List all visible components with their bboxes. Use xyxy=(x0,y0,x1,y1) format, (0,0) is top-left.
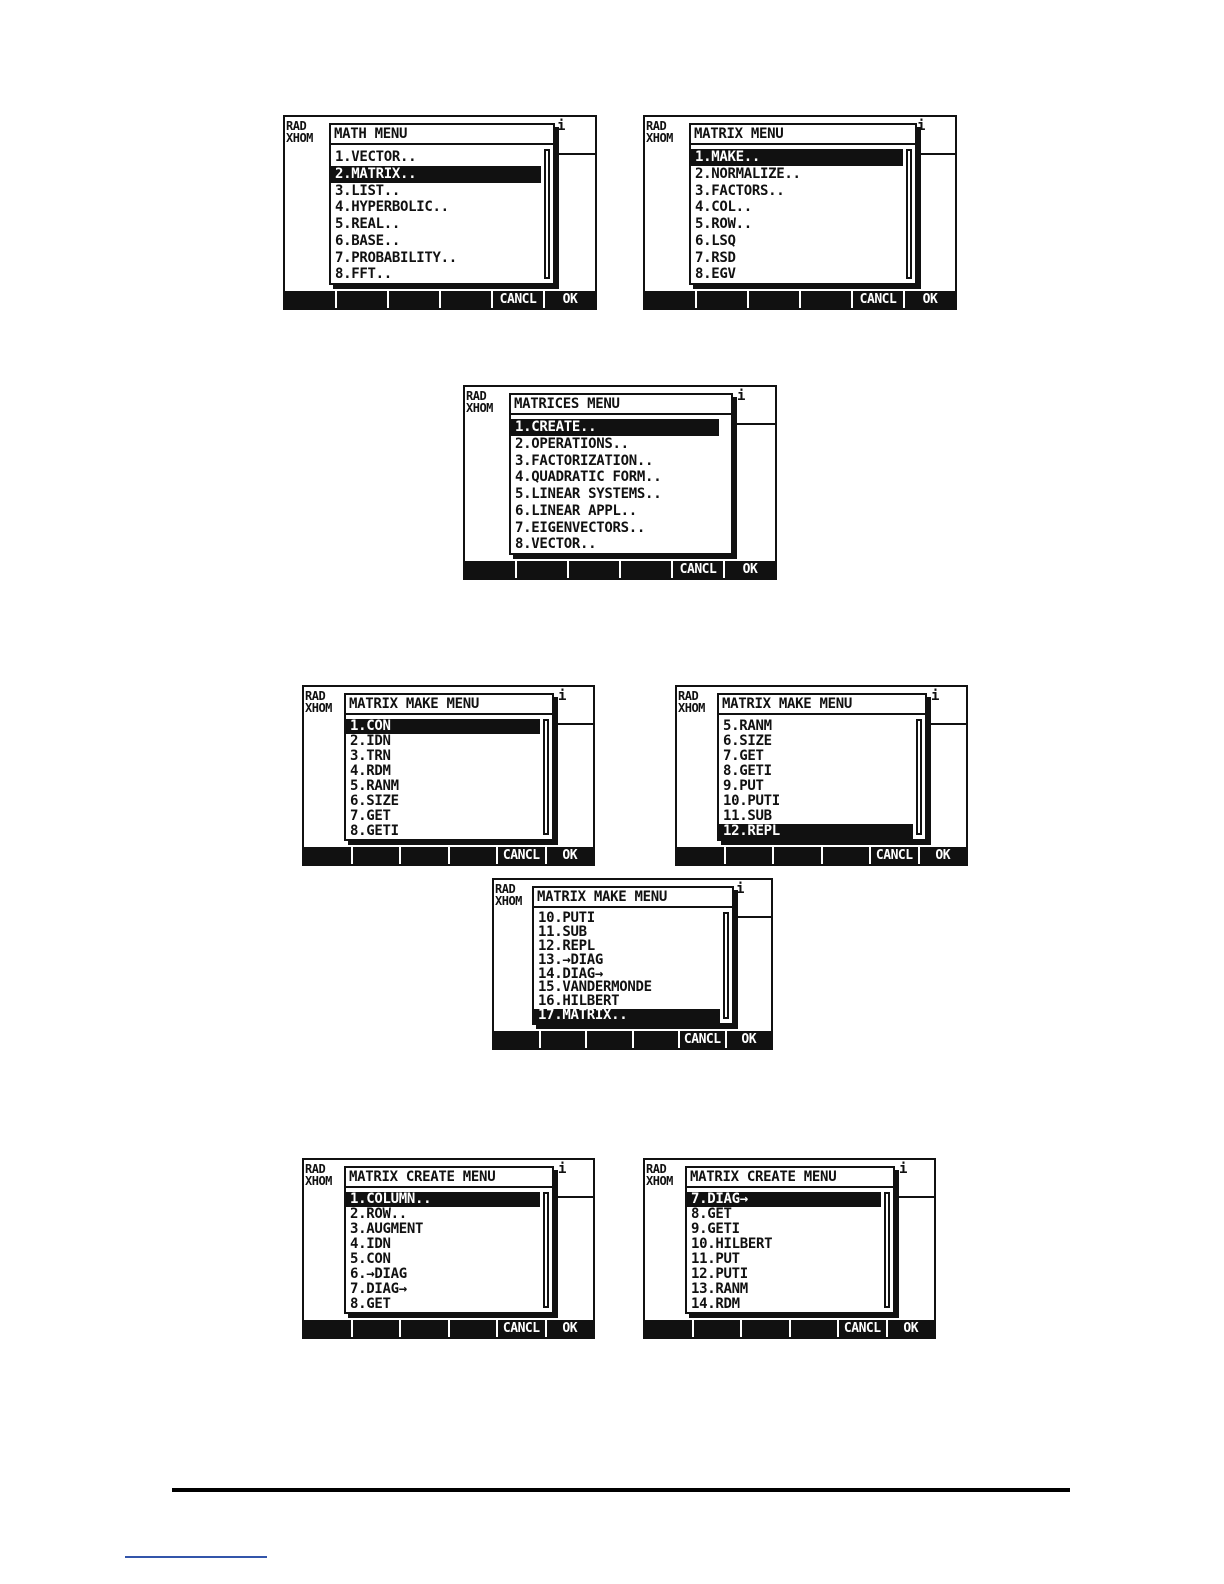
scrollbar[interactable] xyxy=(916,719,922,835)
menu-item[interactable]: 5.REAL.. xyxy=(335,216,401,232)
softkey-ok[interactable]: OK xyxy=(545,1320,594,1337)
scrollbar[interactable] xyxy=(543,719,549,835)
menu-list xyxy=(719,719,913,839)
mode-label: XHOM xyxy=(646,1174,673,1188)
softkey-blank-2[interactable] xyxy=(692,1320,741,1337)
softkey-cancl[interactable]: CANCL xyxy=(837,1320,886,1337)
calculator-screen-matrix-create-1 xyxy=(302,1158,595,1339)
menu-item[interactable]: 4.QUADRATIC FORM.. xyxy=(515,469,662,486)
softkey-blank-2[interactable] xyxy=(515,561,567,578)
softkey-blank-3[interactable] xyxy=(772,847,821,864)
menu-item[interactable]: 2.ROW.. xyxy=(350,1206,407,1222)
softkey-blank-1[interactable] xyxy=(645,1320,692,1337)
mode-label: RAD xyxy=(466,389,487,403)
menu-item[interactable]: 8.GETI xyxy=(723,763,772,779)
scrollbar[interactable] xyxy=(723,912,729,1019)
menu-item[interactable]: 12.PUTI xyxy=(691,1266,748,1282)
softkey-blank-1[interactable] xyxy=(465,561,515,578)
info-icon: i xyxy=(557,118,566,134)
softkey-blank-4[interactable] xyxy=(619,561,671,578)
softkey-blank-3[interactable] xyxy=(399,847,448,864)
softkey-blank-3[interactable] xyxy=(747,291,799,308)
mode-indicator xyxy=(305,690,332,714)
menu-item[interactable]: 1.MAKE.. xyxy=(691,149,903,166)
menu-item[interactable]: 7.DIAG→ xyxy=(687,1192,881,1207)
menu-item[interactable]: 7.EIGENVECTORS.. xyxy=(515,519,646,536)
stack-divider xyxy=(556,1196,593,1198)
softkey-cancl[interactable]: CANCL xyxy=(671,561,723,578)
mode-label: XHOM xyxy=(678,701,705,715)
softkey-blank-4[interactable] xyxy=(448,847,497,864)
menu-item[interactable]: 4.COL.. xyxy=(695,199,752,216)
softkey-blank-3[interactable] xyxy=(740,1320,789,1337)
softkey-blank-4[interactable] xyxy=(448,1320,497,1337)
softkey-ok[interactable]: OK xyxy=(543,291,595,308)
menu-item[interactable]: 9.PUT xyxy=(723,778,764,794)
softkey-bar xyxy=(494,1031,771,1048)
scrollbar[interactable] xyxy=(906,149,912,279)
softkey-blank-1[interactable] xyxy=(677,847,724,864)
menu-item[interactable]: 8.VECTOR.. xyxy=(515,536,597,553)
mode-indicator xyxy=(495,883,522,907)
softkey-bar xyxy=(645,1320,934,1337)
choose-dialog[interactable] xyxy=(689,123,917,285)
info-icon: i xyxy=(899,1161,908,1177)
menu-item[interactable]: 12.REPL xyxy=(538,937,595,954)
stack-divider xyxy=(555,153,595,155)
menu-item[interactable]: 7.DIAG→ xyxy=(350,1281,407,1297)
softkey-ok[interactable]: OK xyxy=(903,291,955,308)
calculator-screen-matrix-make-2 xyxy=(675,685,968,866)
menu-item[interactable]: 3.LIST.. xyxy=(335,182,401,199)
menu-list xyxy=(346,719,540,839)
softkey-blank-4[interactable] xyxy=(799,291,851,308)
calculator-screen-matrix-menu xyxy=(643,115,957,310)
dialog-title: MATRIX MAKE MENU xyxy=(719,695,925,715)
menu-item[interactable]: 12.REPL xyxy=(719,824,913,839)
menu-item[interactable]: 5.RANM xyxy=(350,778,399,794)
mode-label: RAD xyxy=(305,1162,326,1176)
menu-item[interactable]: 14.RDM xyxy=(691,1296,740,1312)
mode-indicator xyxy=(286,120,313,144)
choose-dialog[interactable] xyxy=(532,886,734,1025)
softkey-blank-1[interactable] xyxy=(304,847,351,864)
softkey-ok[interactable]: OK xyxy=(886,1320,935,1337)
stack-divider xyxy=(734,916,771,918)
softkey-ok[interactable]: OK xyxy=(545,847,594,864)
dialog-title: MATRIX MENU xyxy=(691,125,915,145)
softkey-blank-2[interactable] xyxy=(351,1320,400,1337)
softkey-bar xyxy=(304,847,593,864)
mode-label: RAD xyxy=(646,1162,667,1176)
mode-label: RAD xyxy=(646,119,667,133)
choose-dialog[interactable] xyxy=(685,1166,895,1314)
menu-item[interactable]: 3.FACTORS.. xyxy=(695,182,785,199)
softkey-blank-3[interactable] xyxy=(567,561,619,578)
softkey-blank-1[interactable] xyxy=(494,1031,539,1048)
menu-item[interactable]: 15.VANDERMONDE xyxy=(538,979,652,996)
stack-divider xyxy=(556,723,593,725)
scrollbar[interactable] xyxy=(543,1192,549,1308)
softkey-blank-2[interactable] xyxy=(539,1031,586,1048)
softkey-bar xyxy=(285,291,595,308)
menu-item[interactable]: 4.IDN xyxy=(350,1236,391,1252)
softkey-blank-2[interactable] xyxy=(724,847,773,864)
menu-list xyxy=(691,149,903,283)
menu-item[interactable]: 1.CON xyxy=(346,719,540,734)
softkey-ok[interactable]: OK xyxy=(725,1031,772,1048)
menu-item[interactable]: 9.GETI xyxy=(691,1221,740,1237)
calculator-screen-matrix-make-3 xyxy=(492,878,773,1050)
menu-item[interactable]: 10.PUTI xyxy=(723,793,780,809)
mode-label: RAD xyxy=(678,689,699,703)
menu-item[interactable]: 7.RSD xyxy=(695,249,736,266)
softkey-blank-4[interactable] xyxy=(632,1031,679,1048)
mode-label: XHOM xyxy=(286,131,313,145)
softkey-blank-4[interactable] xyxy=(821,847,870,864)
menu-item[interactable]: 6.LINEAR APPL.. xyxy=(515,502,637,519)
menu-item[interactable]: 4.RDM xyxy=(350,763,391,779)
softkey-cancl[interactable]: CANCL xyxy=(496,1320,545,1337)
mode-label: XHOM xyxy=(495,894,522,908)
menu-item[interactable]: 5.ROW.. xyxy=(695,216,752,232)
calculator-screen-matrix-create-2 xyxy=(643,1158,936,1339)
choose-dialog[interactable] xyxy=(329,123,555,285)
softkey-bar xyxy=(304,1320,593,1337)
menu-list xyxy=(511,419,719,553)
menu-item[interactable]: 4.HYPERBOLIC.. xyxy=(335,199,449,216)
stack-divider xyxy=(929,723,966,725)
mode-indicator xyxy=(646,120,673,144)
dialog-title: MATRIX CREATE MENU xyxy=(687,1168,893,1188)
menu-item[interactable]: 8.EGV xyxy=(695,266,736,283)
menu-list xyxy=(346,1192,540,1312)
info-icon: i xyxy=(917,118,926,134)
mode-label: XHOM xyxy=(305,701,332,715)
menu-item[interactable]: 1.CREATE.. xyxy=(511,419,719,436)
softkey-cancl[interactable]: CANCL xyxy=(851,291,903,308)
choose-dialog[interactable] xyxy=(509,393,733,555)
dialog-title: MATRIX MAKE MENU xyxy=(346,695,552,715)
menu-item[interactable]: 10.PUTI xyxy=(538,910,595,926)
menu-list xyxy=(687,1192,881,1312)
menu-item[interactable]: 6.LSQ xyxy=(695,232,736,249)
menu-item[interactable]: 16.HILBERT xyxy=(538,993,620,1010)
menu-item[interactable]: 8.GETI xyxy=(350,823,399,839)
menu-item[interactable]: 7.GET xyxy=(723,748,764,764)
softkey-blank-1[interactable] xyxy=(304,1320,351,1337)
menu-item[interactable]: 6.→DIAG xyxy=(350,1266,407,1282)
mode-label: RAD xyxy=(286,119,307,133)
menu-item[interactable]: 7.GET xyxy=(350,808,391,824)
choose-dialog[interactable] xyxy=(344,693,554,841)
stack-divider xyxy=(735,423,775,425)
footer-link-underline xyxy=(125,1556,267,1558)
softkey-ok[interactable]: OK xyxy=(723,561,775,578)
mode-label: RAD xyxy=(495,882,516,896)
menu-item[interactable]: 6.SIZE xyxy=(723,733,772,749)
dialog-title: MATH MENU xyxy=(331,125,553,145)
menu-item[interactable]: 8.GET xyxy=(691,1206,732,1222)
softkey-bar xyxy=(465,561,775,578)
menu-item[interactable]: 5.LINEAR SYSTEMS.. xyxy=(515,486,662,502)
choose-dialog[interactable] xyxy=(344,1166,554,1314)
mode-indicator xyxy=(646,1163,673,1187)
menu-item[interactable]: 5.CON xyxy=(350,1251,391,1267)
info-icon: i xyxy=(931,688,940,704)
softkey-blank-1[interactable] xyxy=(645,291,695,308)
stack-divider xyxy=(915,153,955,155)
menu-item[interactable]: 3.FACTORIZATION.. xyxy=(515,452,654,469)
softkey-blank-3[interactable] xyxy=(387,291,439,308)
menu-item[interactable]: 2.IDN xyxy=(350,733,391,749)
softkey-cancl[interactable]: CANCL xyxy=(869,847,918,864)
menu-item[interactable]: 10.HILBERT xyxy=(691,1236,773,1252)
softkey-blank-2[interactable] xyxy=(695,291,747,308)
menu-item[interactable]: 1.VECTOR.. xyxy=(335,149,417,165)
mode-label: XHOM xyxy=(305,1174,332,1188)
menu-item[interactable]: 3.AUGMENT xyxy=(350,1221,424,1237)
menu-item[interactable]: 3.TRN xyxy=(350,748,391,764)
scrollbar[interactable] xyxy=(884,1192,890,1308)
menu-item[interactable]: 14.DIAG→ xyxy=(538,965,604,982)
softkey-cancl[interactable]: CANCL xyxy=(496,847,545,864)
menu-item[interactable]: 7.PROBABILITY.. xyxy=(335,249,457,266)
softkey-blank-2[interactable] xyxy=(351,847,400,864)
menu-item[interactable]: 5.RANM xyxy=(723,718,772,734)
mode-label: XHOM xyxy=(646,131,673,145)
menu-list xyxy=(331,149,541,283)
softkey-blank-4[interactable] xyxy=(439,291,491,308)
mode-indicator xyxy=(466,390,493,414)
menu-item[interactable]: 1.COLUMN.. xyxy=(346,1192,540,1207)
menu-item[interactable]: 11.SUB xyxy=(723,808,772,824)
softkey-blank-3[interactable] xyxy=(585,1031,632,1048)
softkey-bar xyxy=(645,291,955,308)
softkey-cancl[interactable]: CANCL xyxy=(678,1031,725,1048)
softkey-blank-2[interactable] xyxy=(335,291,387,308)
menu-item[interactable]: 11.PUT xyxy=(691,1251,740,1267)
calculator-screen-matrices-menu xyxy=(463,385,777,580)
menu-item[interactable]: 6.SIZE xyxy=(350,793,399,809)
menu-item[interactable]: 8.FFT.. xyxy=(335,266,392,283)
info-icon: i xyxy=(737,388,746,404)
menu-item[interactable]: 8.GET xyxy=(350,1296,391,1312)
menu-list xyxy=(534,912,720,1023)
menu-item[interactable]: 13.→DIAG xyxy=(538,951,604,968)
scrollbar[interactable] xyxy=(544,149,550,279)
info-icon: i xyxy=(558,688,567,704)
softkey-bar xyxy=(677,847,966,864)
menu-item[interactable]: 2.OPERATIONS.. xyxy=(515,435,629,452)
mode-label: XHOM xyxy=(466,401,493,415)
menu-item[interactable]: 2.NORMALIZE.. xyxy=(695,165,801,182)
stack-divider xyxy=(897,1196,934,1198)
dialog-title: MATRICES MENU xyxy=(511,395,731,415)
softkey-blank-3[interactable] xyxy=(399,1320,448,1337)
softkey-ok[interactable]: OK xyxy=(918,847,967,864)
mode-indicator xyxy=(305,1163,332,1187)
dialog-title: MATRIX CREATE MENU xyxy=(346,1168,552,1188)
menu-item[interactable]: 17.MATRIX.. xyxy=(534,1009,720,1023)
mode-label: RAD xyxy=(305,689,326,703)
softkey-cancl[interactable]: CANCL xyxy=(491,291,543,308)
footer-rule xyxy=(172,1488,1070,1492)
softkey-blank-1[interactable] xyxy=(285,291,335,308)
mode-indicator xyxy=(678,690,705,714)
info-icon: i xyxy=(736,881,745,897)
menu-item[interactable]: 11.SUB xyxy=(538,923,587,940)
info-icon: i xyxy=(558,1161,567,1177)
menu-item[interactable]: 13.RANM xyxy=(691,1281,748,1297)
softkey-blank-4[interactable] xyxy=(789,1320,838,1337)
choose-dialog[interactable] xyxy=(717,693,927,841)
menu-item[interactable]: 6.BASE.. xyxy=(335,232,401,249)
dialog-title: MATRIX MAKE MENU xyxy=(534,888,732,908)
menu-item[interactable]: 2.MATRIX.. xyxy=(331,166,541,183)
calculator-screen-math-menu xyxy=(283,115,597,310)
calculator-screen-matrix-make-1 xyxy=(302,685,595,866)
